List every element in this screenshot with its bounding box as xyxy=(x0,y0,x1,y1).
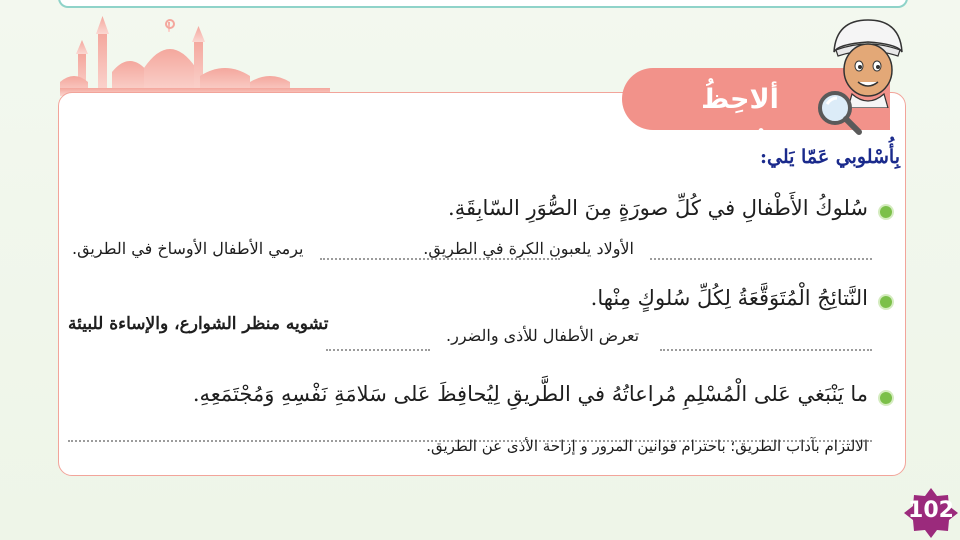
question-2-text: النَّتائِجُ الْمُتَوَقَّعَةُ لِكُلِّ سُلوكٍ مِنْها. xyxy=(590,286,868,310)
question-1-text: سُلوكُ الأَطْفالِ في كُلِّ صورَةٍ مِنَ الصُّوَرِ السّابِقَةِ. xyxy=(448,196,868,220)
question-1-answer-2: يرمي الأطفال الأوساخ في الطريق. xyxy=(72,239,304,258)
question-2-answer-1: تعرض الأطفال للأذى والضرر. xyxy=(446,326,640,345)
previous-card-edge xyxy=(58,0,908,8)
bullet-icon xyxy=(880,392,892,404)
question-2-answer-2: تشويه منظر الشوارع، والإساءة للبيئة xyxy=(68,314,329,334)
question-3-answer-1: الالتزام بآداب الطريق؛ باحترام قوانين المرور و إزاحة الأذى عن الطريق. xyxy=(426,437,868,455)
bullet-icon xyxy=(880,296,892,308)
answer-line xyxy=(660,349,872,351)
section-title: ألاحِظُ وَأُعَبِّرُ: xyxy=(698,84,782,171)
mosque-skyline-icon xyxy=(60,12,330,96)
question-1-answer-1: الأولاد يلعبون الكرة في الطريق. xyxy=(423,239,634,258)
question-3-text: ما يَنْبَغي عَلى الْمُسْلِمِ مُراعاتُهُ في الطَّريقِ لِيُحافِظَ عَلى سَلامَةِ نَفْسِهِ وَمُجْتَمَعِهِ. xyxy=(192,382,868,406)
answer-line xyxy=(650,258,872,260)
bullet-icon xyxy=(880,206,892,218)
answer-line xyxy=(326,349,430,351)
magnifier-icon xyxy=(815,88,863,136)
page-number: 102 xyxy=(908,498,954,523)
answer-line xyxy=(320,258,560,260)
instructions-heading: بِأُسْلوبي عَمّا يَلي: xyxy=(760,146,900,168)
